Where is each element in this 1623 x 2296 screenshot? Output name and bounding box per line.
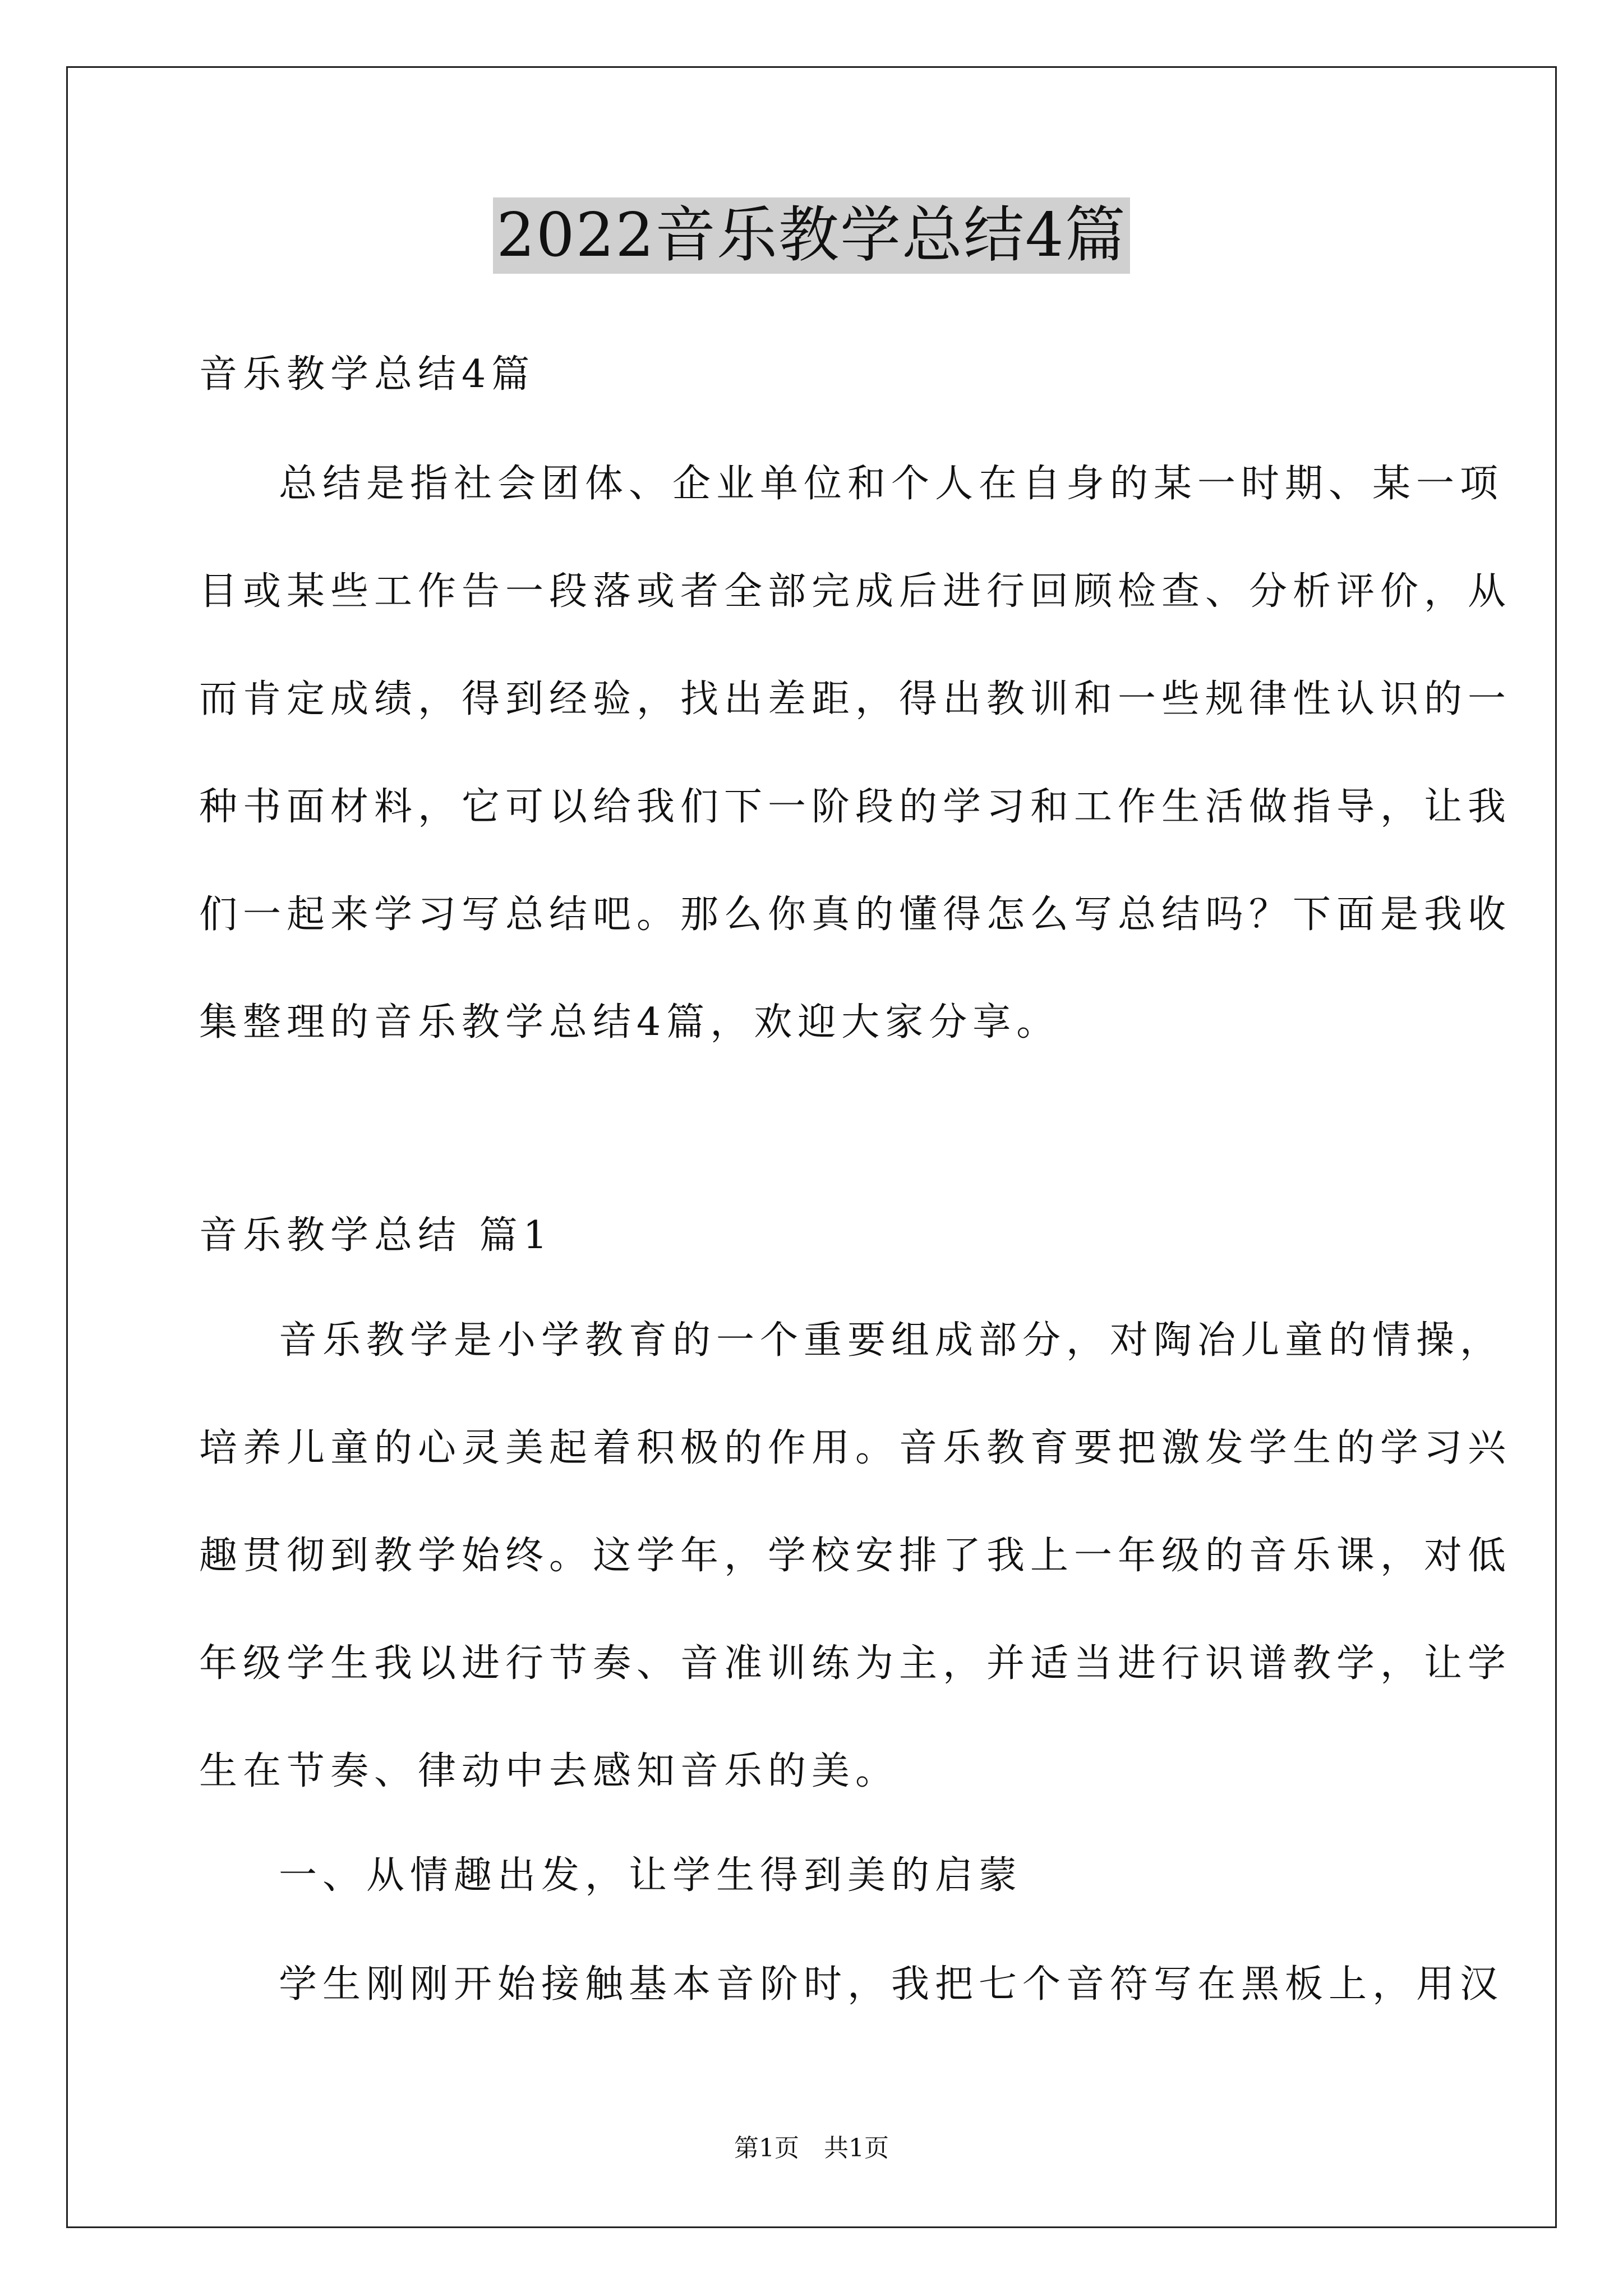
section1-line-3: 趣贯彻到教学始终。这学年，学校安排了我上一年级的音乐课，对低 bbox=[199, 1534, 1512, 1578]
intro-line-6: 集整理的音乐教学总结4篇，欢迎大家分享。 bbox=[199, 1000, 1061, 1045]
section1-heading: 音乐教学总结 篇1 bbox=[199, 1213, 553, 1258]
section1-line-5: 生在节奏、律动中去感知音乐的美。 bbox=[199, 1749, 900, 1793]
section1-line-2: 培养儿童的心灵美起着积极的作用。音乐教育要把激发学生的学习兴 bbox=[199, 1426, 1512, 1470]
intro-line-4: 种书面材料，它可以给我们下一阶段的学习和工作生活做指导，让我 bbox=[199, 785, 1512, 829]
section1-line-1: 音乐教学是小学教育的一个重要组成部分，对陶冶儿童的情操， bbox=[279, 1318, 1504, 1363]
page-footer: 第1页 共1页 bbox=[734, 2134, 889, 2162]
intro-line-1: 总结是指社会团体、企业单位和个人在自身的某一时期、某一项 bbox=[279, 462, 1504, 506]
section1-line-4: 年级学生我以进行节奏、音准训练为主，并适当进行识谱教学，让学 bbox=[199, 1641, 1512, 1686]
intro-line-3: 而肯定成绩，得到经验，找出差距，得出教训和一些规律性认识的一 bbox=[199, 677, 1512, 721]
title-area bbox=[0, 197, 1623, 274]
document-title: 2022音乐教学总结4篇 bbox=[493, 197, 1130, 274]
point1-heading: 一、从情趣出发，让学生得到美的启蒙 bbox=[279, 1853, 1023, 1898]
point1-line-1: 学生刚刚开始接触基本音阶时，我把七个音符写在黑板上，用汉 bbox=[279, 1962, 1504, 2007]
intro-line-5: 们一起来学习写总结吧。那么你真的懂得怎么写总结吗？下面是我收 bbox=[199, 892, 1512, 937]
subtitle: 音乐教学总结4篇 bbox=[199, 352, 536, 397]
intro-line-2: 目或某些工作告一段落或者全部完成后进行回顾检查、分析评价，从 bbox=[199, 569, 1512, 614]
